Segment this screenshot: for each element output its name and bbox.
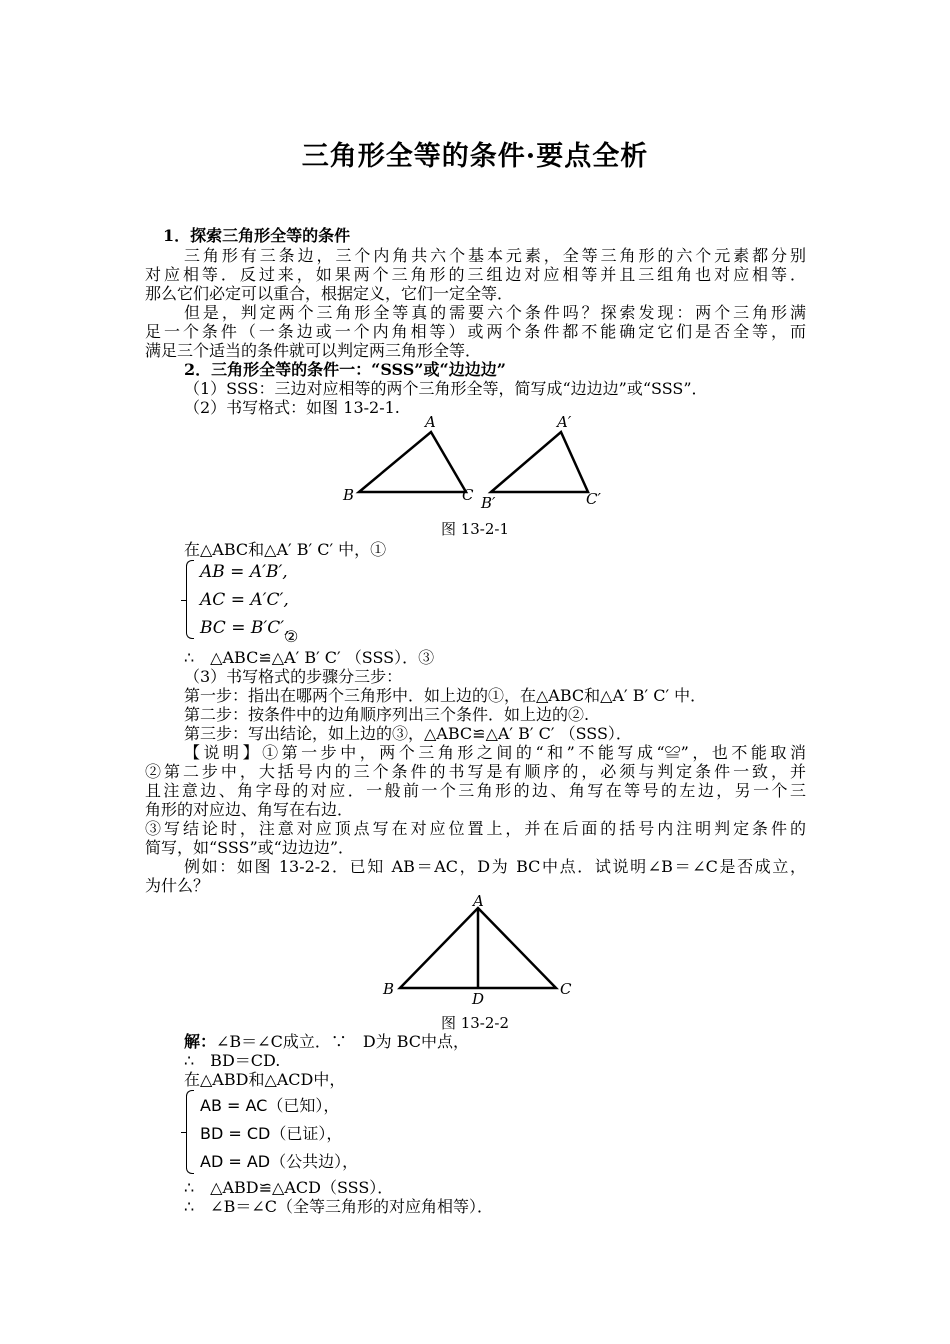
sss-definition: （1）SSS：三边对应相等的两个三角形全等，简写成“边边边”或“SSS”． <box>184 379 708 398</box>
paragraph-line: 对应相等．反过来，如果两个三角形的三组边对应相等并且三组角也对应相等． <box>145 265 806 284</box>
vertex-label: B <box>343 486 355 504</box>
vertex-label: C <box>462 486 474 504</box>
note-line: ②第二步中，大括号内的三个条件的书写是有顺序的，必须与判定条件一致，并 <box>145 762 806 781</box>
vertex-label: A′ <box>557 413 572 431</box>
triangle-abc <box>359 432 466 492</box>
example-line: 例如：如图 13-2-2．已知 AB＝AC，D为 BC中点．试说明∠B＝∠C是否成立， <box>184 857 806 876</box>
step-3: 第三步：写出结论，如上边的③，△ABC≌△A′ B′ C′ （SSS）． <box>184 724 632 743</box>
format-line: （2）书写格式：如图 13-2-1. <box>184 398 400 417</box>
note-line: 简写，如“SSS”或“边边边”． <box>145 838 355 857</box>
solution-line: 在△ABD和△ACD中， <box>184 1070 346 1089</box>
section-2-heading: 2．三角形全等的条件一：“SSS”或“边边边” <box>184 360 506 379</box>
solution-label: 解： <box>184 1032 217 1051</box>
vertex-label: C′ <box>586 490 601 508</box>
figure-13-2-2 <box>375 890 585 1010</box>
conclusion-line: ∴ △ABD≌△ACD（SSS）． <box>184 1178 394 1197</box>
conclusion-line: ∴ △ABC≌△A′ B′ C′ （SSS）．③ <box>184 648 435 667</box>
vertex-label: B′ <box>481 494 496 512</box>
equation: AC = A′C′, <box>200 590 289 610</box>
vertex-label: D <box>472 990 485 1008</box>
solution-line: ∴ BD＝CD. <box>184 1051 281 1070</box>
steps-heading: （3）书写格式的步骤分三步： <box>184 667 403 686</box>
equation: BC = B′C′, <box>200 618 290 638</box>
equation: AB = AC（已知）， <box>200 1096 340 1115</box>
left-brace <box>186 1090 194 1174</box>
step-1: 第一步：指出在哪两个三角形中．如上边的①，在△ABC和△A′ B′ C′ 中． <box>184 686 707 705</box>
in-triangles-line: 在△ABC和△A′ B′ C′ 中，① <box>184 540 387 559</box>
triangle-a-prime <box>491 432 588 492</box>
paragraph-line: 三角形有三条边，三个内角共六个基本元素，全等三角形的六个元素都分别 <box>184 246 806 265</box>
left-brace <box>186 560 194 639</box>
example-line: 为什么？ <box>145 876 210 895</box>
figure-13-2-1 <box>335 412 615 517</box>
solution-line <box>184 1032 469 1052</box>
vertex-label: A <box>473 892 484 910</box>
equation: AB = A′B′, <box>200 562 288 582</box>
paragraph-line: 足一个条件（一条边或一个内角相等）或两个条件都不能确定它们是否全等，而 <box>145 322 806 341</box>
figure-caption: 图 13-2-1 <box>440 520 510 538</box>
conclusion-line: ∴ ∠B＝∠C（全等三角形的对应角相等）． <box>184 1197 493 1216</box>
note-line: 角形的对应边、角写在右边． <box>145 800 354 819</box>
marker-2: ② <box>284 627 299 646</box>
paragraph-line: 但是，判定两个三角形全等真的需要六个条件吗？探索发现：两个三角形满 <box>184 303 806 322</box>
vertex-label: B <box>383 980 395 998</box>
paragraph-line: 满足三个适当的条件就可以判定两三角形全等． <box>145 341 482 360</box>
step-2: 第二步：按条件中的边角顺序列出三个条件．如上边的②. <box>184 705 590 724</box>
solution-text: ∠B＝∠C成立．∵ D为 BC中点， <box>216 1032 470 1051</box>
section-1-heading: 1．探索三角形全等的条件 <box>163 226 351 245</box>
vertex-label: C <box>560 980 572 998</box>
page-title: 三角形全等的条件·要点全析 <box>301 141 649 172</box>
paragraph-line: 那么它们必定可以重合，根据定义，它们一定全等． <box>145 284 514 303</box>
equation: BD = CD（已证）， <box>200 1124 343 1143</box>
note-line: 【说明】①第一步中，两个三角形之间的“和”不能写成“≌”，也不能取消 <box>184 743 806 762</box>
note-line: ③写结论时，注意对应顶点写在对应位置上，并在后面的括号内注明判定条件的 <box>145 819 806 838</box>
equation: AD = AD（公共边）， <box>200 1152 359 1171</box>
vertex-label: A <box>425 413 436 431</box>
figure-caption: 图 13-2-2 <box>440 1014 510 1032</box>
note-line: 且注意边、角字母的对应．一般前一个三角形的边、角写在等号的左边，另一个三 <box>145 781 806 800</box>
